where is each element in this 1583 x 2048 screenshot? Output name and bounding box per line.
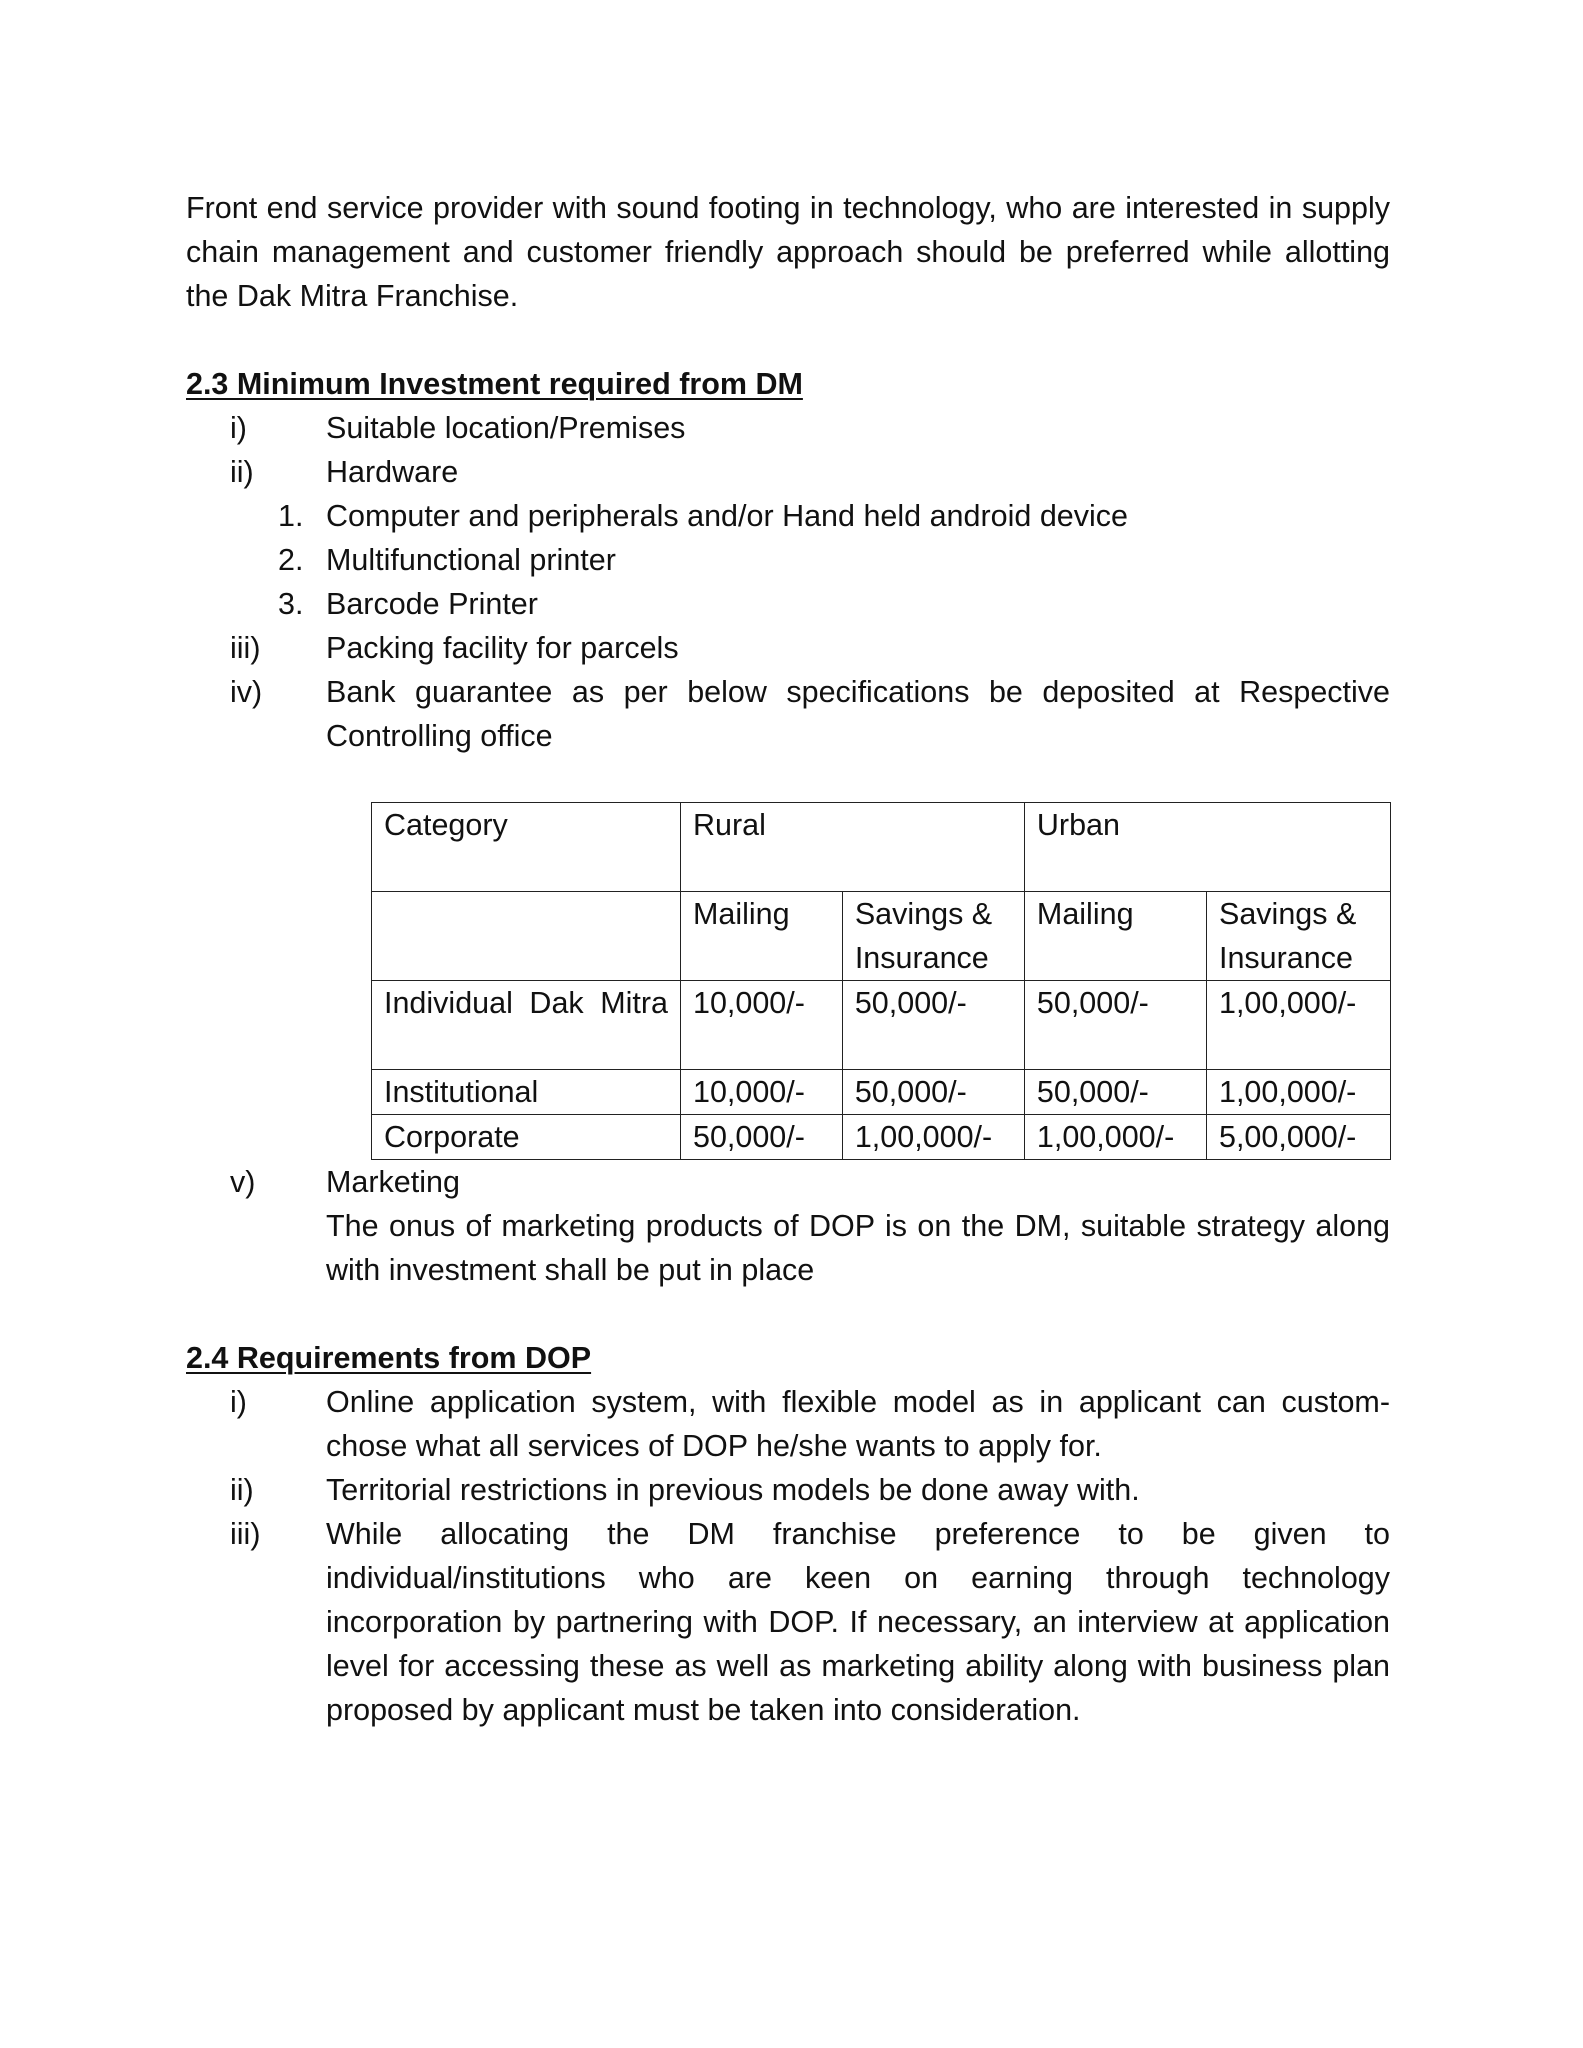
list-item [186,1468,1390,1512]
list-item [186,670,1390,758]
table-cell-category: Corporate [372,1115,681,1160]
list-item [186,1160,1390,1204]
bank-guarantee-table [371,802,1391,1160]
table-cell: 50,000/- [842,981,1024,1070]
list-marker: i) [230,1385,247,1419]
subheader-rural-savings: Savings & Insurance [842,892,1024,981]
sub-list-item [186,494,1390,538]
list-text: Bank guarantee as per below specifications be deposited at Respective Controlling office [326,675,1390,753]
table-cell-category: Institutional [372,1070,681,1115]
list-text: While allocating the DM franchise preference to be given to individual/institutions who are keen on earning through technology incorporation by partnering with DOP. If necessary, an interview at application level for accessing these as well as marketing ability along with business plan proposed by applicant must be taken into consideration. [326,1517,1390,1727]
list-item-continuation [186,1204,1390,1292]
header-urban: Urban [1024,803,1390,892]
subheader-urban-mailing: Mailing [1024,892,1206,981]
table-cell: 1,00,000/- [1206,1070,1390,1115]
list-marker: iii) [230,631,261,665]
table-cell: 5,00,000/- [1206,1115,1390,1160]
list-text: Packing facility for parcels [326,631,679,665]
list-text: Territorial restrictions in previous models be done away with. [326,1473,1140,1507]
list-text: Marketing [326,1165,460,1199]
table-cell: 1,00,000/- [842,1115,1024,1160]
table-cell-category: Individual Dak Mitra [372,981,681,1070]
table-row [372,1070,1391,1115]
table-row [372,981,1391,1070]
sub-list-item [186,582,1390,626]
list-item [186,450,1390,494]
list-item [186,1512,1390,1732]
list-marker: i) [230,411,247,445]
sub-list-text: Computer and peripherals and/or Hand held android device [326,499,1128,533]
table-cell: 50,000/- [842,1070,1024,1115]
table-cell: 1,00,000/- [1206,981,1390,1070]
list-text: The onus of marketing products of DOP is on the DM, suitable strategy along with investment shall be put in place [326,1209,1390,1287]
sub-list-marker: 2. [278,543,304,577]
table-cell: 50,000/- [1024,1070,1206,1115]
list-item [186,406,1390,450]
list-marker: ii) [230,455,254,489]
header-rural: Rural [680,803,1024,892]
list-text: Online application system, with flexible model as in applicant can custom-chose what all services of DOP he/she wants to apply for. [326,1385,1390,1463]
sub-list-text: Multifunctional printer [326,543,616,577]
table-subheader-row [372,892,1391,981]
table-cell: 10,000/- [680,1070,842,1115]
table-cell: 10,000/- [680,981,842,1070]
table-cell: 50,000/- [1024,981,1206,1070]
list-marker: iii) [230,1517,261,1551]
subheader-urban-savings: Savings & Insurance [1206,892,1390,981]
list-marker: v) [230,1165,256,1199]
list-marker: ii) [230,1473,254,1507]
intro-paragraph: Front end service provider with sound footing in technology, who are interested in supply chain management and customer friendly approach should be preferred while allotting the Dak Mitra Franchise. [186,191,1390,313]
list-text: Suitable location/Premises [326,411,686,445]
spacer [186,758,1390,802]
spacer [186,1292,1390,1336]
document-page [186,186,1390,1732]
sub-list-marker: 1. [278,499,304,533]
subheader-rural-mailing: Mailing [680,892,842,981]
section-2-3-heading: 2.3 Minimum Investment required from DM [186,367,803,401]
sub-list-text: Barcode Printer [326,587,538,621]
sub-list-marker: 3. [278,587,304,621]
table-cell: 1,00,000/- [1024,1115,1206,1160]
sub-list-item [186,538,1390,582]
table-cell [372,892,681,981]
list-marker: iv) [230,675,263,709]
list-item [186,626,1390,670]
header-category: Category [372,803,681,892]
list-text: Hardware [326,455,459,489]
spacer [186,318,1390,362]
section-2-4-heading: 2.4 Requirements from DOP [186,1341,592,1375]
list-item [186,1380,1390,1468]
table-cell: 50,000/- [680,1115,842,1160]
table-header-row [372,803,1391,892]
table-row [372,1115,1391,1160]
